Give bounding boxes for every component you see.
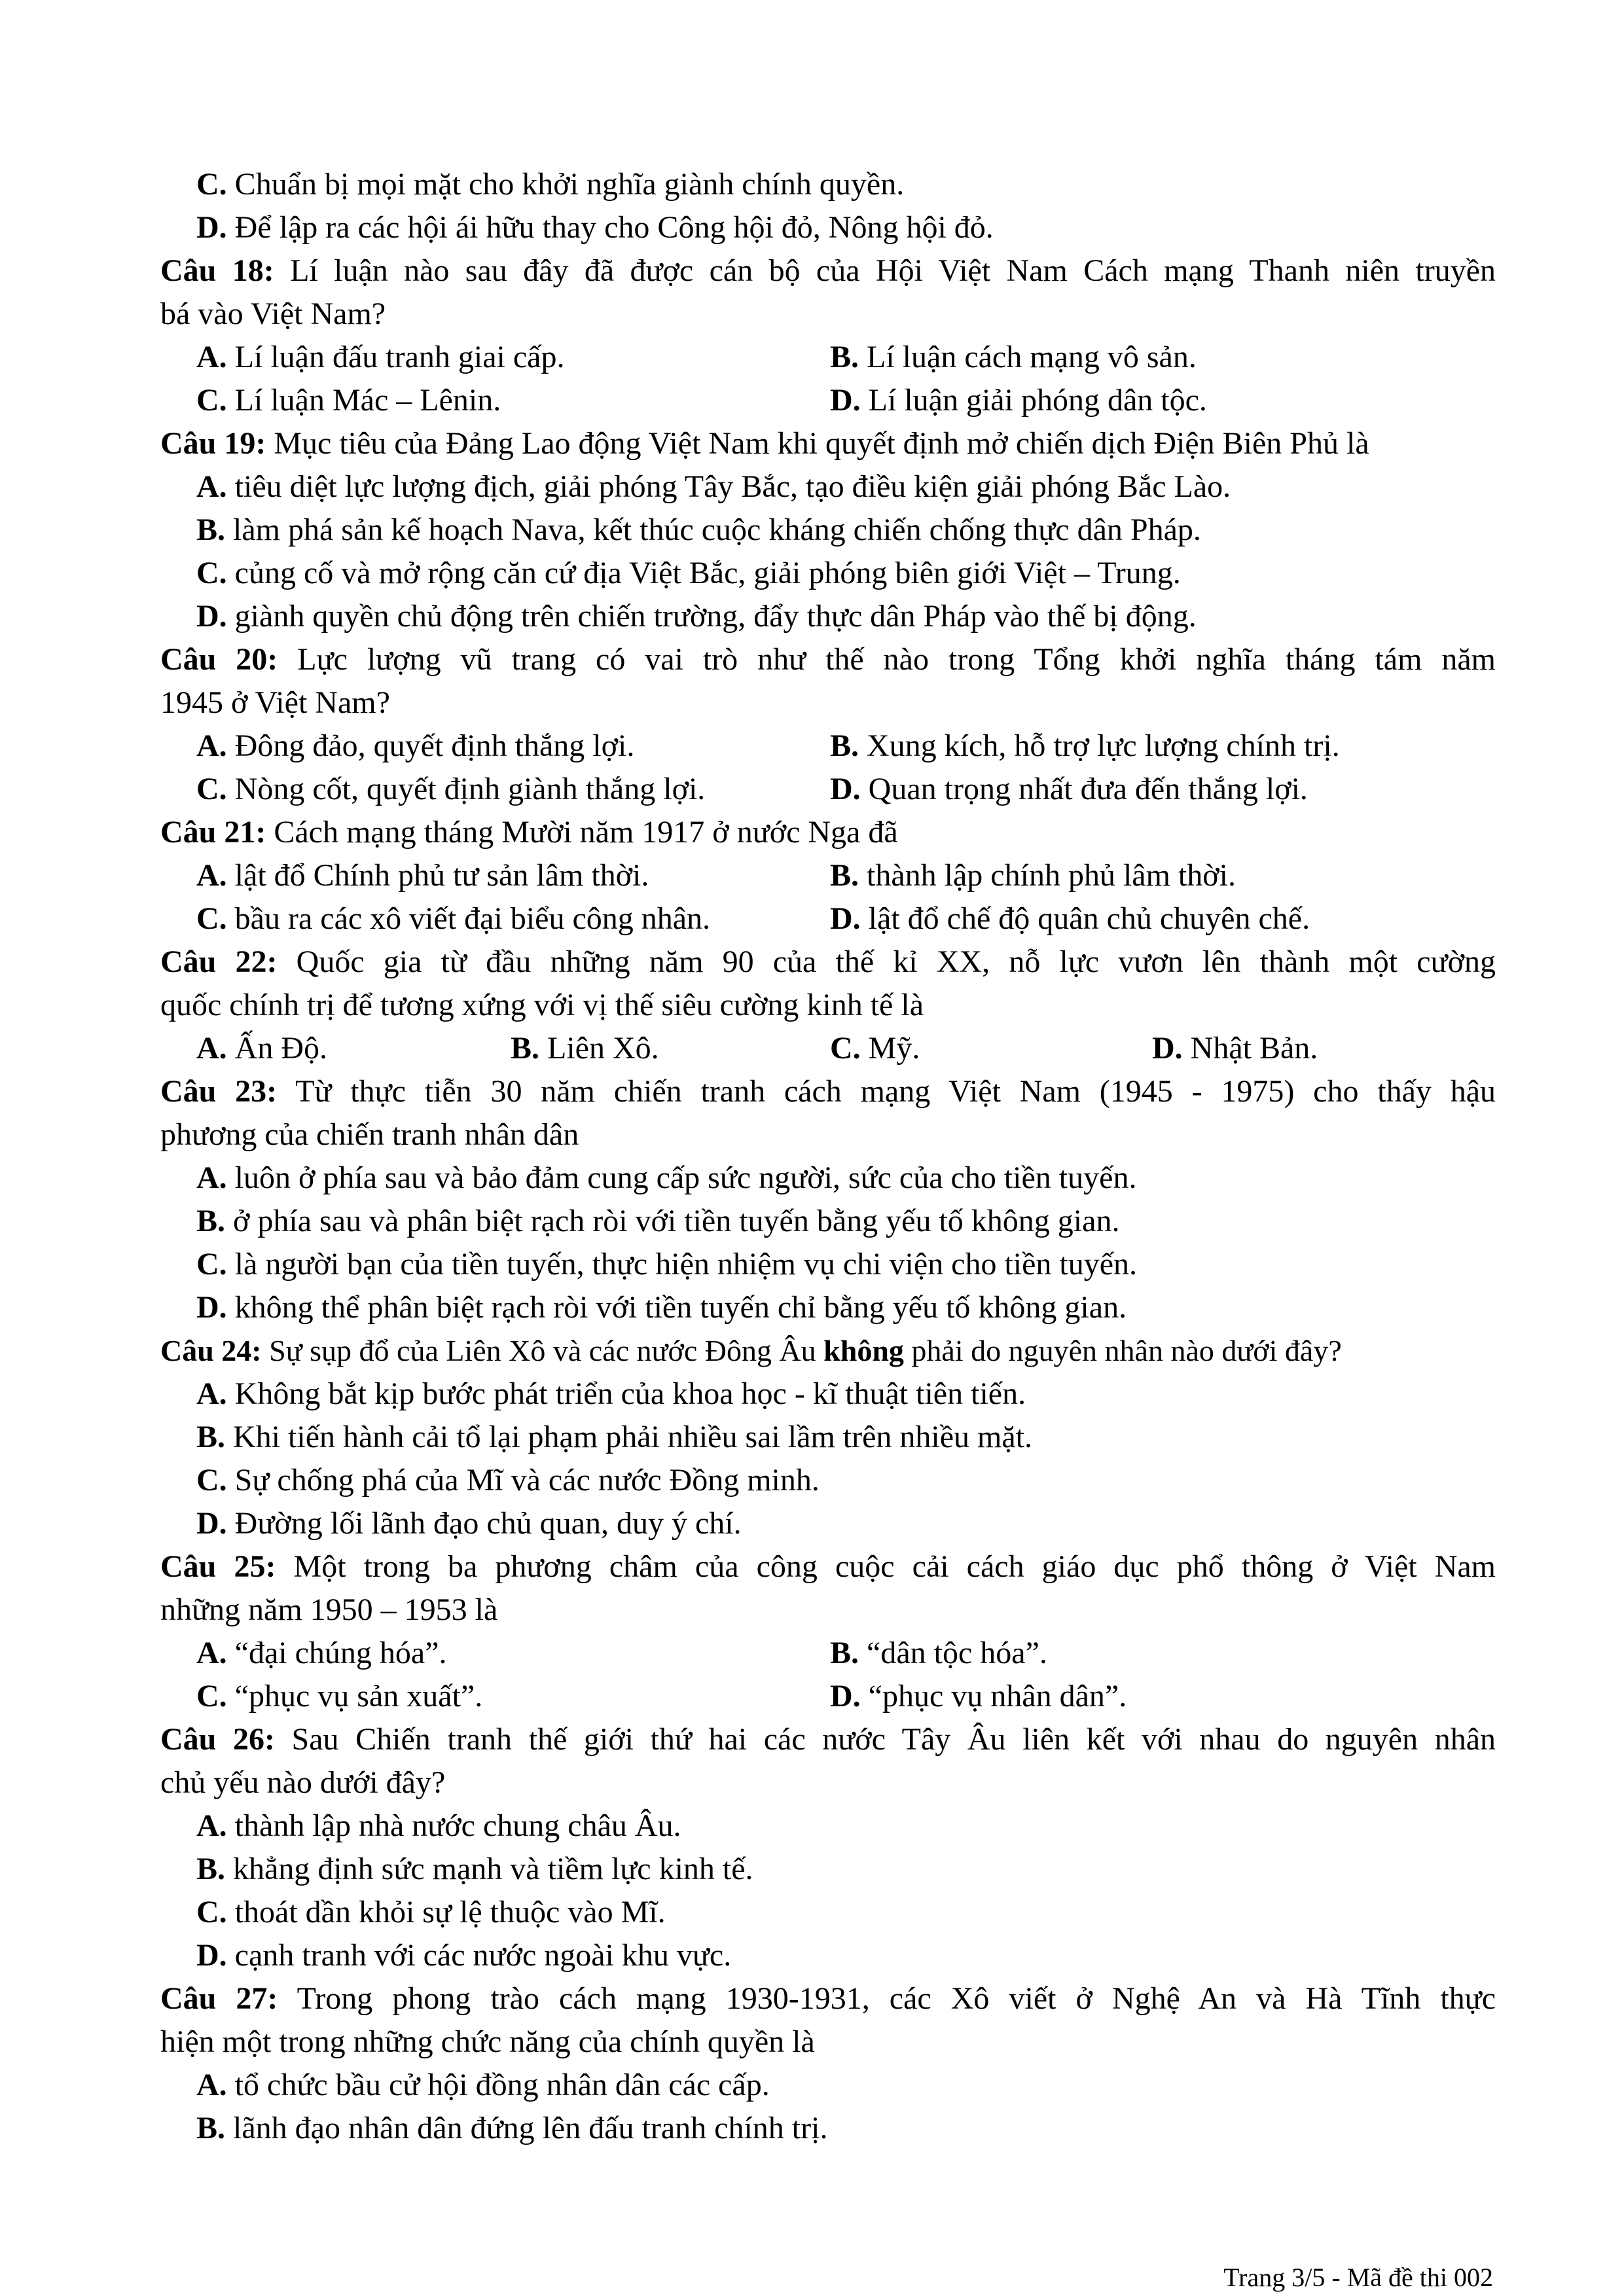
q22-option-a	[196, 1027, 511, 1070]
option-text: không thể phân biệt rạch ròi với tiền tuyến chỉ bằng yếu tố không gian.	[226, 1290, 1127, 1325]
q18-option-d	[830, 379, 1458, 422]
q26-option-d	[196, 1934, 1492, 1977]
page-footer: Trang 3/5 - Mã đề thi 002	[1223, 2263, 1493, 2292]
option-label: B.	[830, 858, 859, 893]
q27-option-a	[196, 2064, 1492, 2107]
question-text: Sau Chiến tranh thế giới thứ hai các nước Tây Âu liên kết với nhau do nguyên nhân	[274, 1722, 1496, 1757]
option-label: A.	[196, 1031, 227, 1066]
q19-option-d	[196, 595, 1492, 638]
question-number: Câu 23:	[160, 1074, 278, 1109]
option-label: A.	[196, 858, 227, 893]
option-text: cạnh tranh với các nước ngoài khu vực.	[226, 1938, 732, 1973]
option-text: lãnh đạo nhân dân đứng lên đấu tranh chính trị.	[225, 2111, 828, 2145]
question-number: Câu 27:	[160, 1981, 278, 2016]
question-text-end: phải do nguyên nhân nào dưới đây?	[903, 1334, 1342, 1367]
q17-option-d	[196, 206, 1492, 249]
option-label: B.	[196, 1420, 226, 1454]
option-text: tiêu diệt lực lượng địch, giải phóng Tây Bắc, tạo điều kiện giải phóng Bắc Lào.	[226, 469, 1231, 504]
q21-option-b	[830, 854, 1458, 897]
question-text: Trong phong trào cách mạng 1930-1931, các Xô viết ở Nghệ An và Hà Tĩnh thực	[278, 1981, 1496, 2016]
option-text: Nòng cốt, quyết định giành thắng lợi.	[226, 772, 706, 806]
option-label: D.	[196, 210, 227, 245]
question-26-cont	[160, 1761, 1456, 1804]
option-label: C.	[830, 1031, 861, 1066]
question-23	[160, 1070, 1496, 1113]
option-text: lật đổ Chính phủ tư sản lâm thời.	[226, 858, 649, 893]
question-27	[160, 1977, 1496, 2020]
q26-option-a	[196, 1804, 1492, 1848]
q19-option-a	[196, 465, 1492, 509]
option-text: “phục vụ nhân dân”.	[860, 1679, 1127, 1713]
option-text: Chuẩn bị mọi mặt cho khởi nghĩa giành chính quyền.	[226, 167, 905, 202]
option-text: Mỹ.	[860, 1031, 920, 1066]
question-25-cont	[160, 1588, 1456, 1632]
question-24	[160, 1329, 1496, 1372]
option-text: Lí luận cách mạng vô sản.	[859, 340, 1197, 374]
question-number: Câu 21:	[160, 815, 266, 850]
option-label: B.	[196, 2111, 226, 2145]
option-label: C.	[196, 1463, 227, 1498]
question-number: Câu 18:	[160, 253, 274, 288]
option-text: là người bạn của tiền tuyến, thực hiện nhiệm vụ chi viện cho tiền tuyến.	[226, 1247, 1138, 1282]
option-label: D.	[196, 1938, 227, 1973]
option-label: B.	[196, 512, 226, 547]
option-label: D.	[830, 772, 861, 806]
option-text: Để lập ra các hội ái hữu thay cho Công hội đỏ, Nông hội đỏ.	[226, 210, 994, 245]
question-22-cont	[160, 984, 1456, 1027]
question-21	[160, 811, 1456, 854]
q23-option-d	[196, 1286, 1492, 1329]
question-number: Câu 19:	[160, 426, 266, 461]
q18-option-a	[196, 336, 825, 379]
option-label: C.	[196, 772, 227, 806]
question-text: Từ thực tiễn 30 năm chiến tranh cách mạng Việt Nam (1945 - 1975) cho thấy hậu	[277, 1074, 1496, 1109]
q20-option-b	[830, 725, 1458, 768]
q20-option-c	[196, 768, 825, 811]
option-label: C.	[196, 1679, 227, 1713]
option-label: C.	[196, 383, 227, 418]
question-text: Cách mạng tháng Mười năm 1917 ở nước Nga đã	[266, 815, 898, 850]
question-text: Lực lượng vũ trang có vai trò như thế nào trong Tổng khởi nghĩa tháng tám năm	[278, 642, 1496, 677]
q25-option-d	[830, 1675, 1458, 1718]
option-text: bầu ra các xô viết đại biểu công nhân.	[226, 901, 711, 936]
question-text: phương của chiến tranh nhân dân	[160, 1117, 579, 1152]
option-label: A.	[196, 1376, 227, 1411]
question-number: Câu 20:	[160, 642, 278, 677]
question-18	[160, 249, 1496, 293]
question-27-cont	[160, 2020, 1456, 2064]
option-text: Lí luận giải phóng dân tộc.	[860, 383, 1207, 418]
q24-option-d	[196, 1502, 1492, 1545]
option-text: “đại chúng hóa”.	[226, 1636, 447, 1670]
option-label: A.	[196, 2068, 227, 2102]
q22-option-d	[1152, 1027, 1466, 1070]
option-label: B.	[196, 1204, 226, 1238]
q21-option-d	[830, 897, 1458, 941]
option-text: Khi tiến hành cải tổ lại phạm phải nhiều sai lầm trên nhiều mặt.	[225, 1420, 1033, 1454]
option-text: thành lập chính phủ lâm thời.	[859, 858, 1236, 893]
q25-option-a	[196, 1632, 825, 1675]
option-text: củng cố và mở rộng căn cứ địa Việt Bắc, giải phóng biên giới Việt – Trung.	[226, 556, 1181, 590]
option-label: B.	[196, 1852, 226, 1886]
question-text: Sự sụp đổ của Liên Xô và các nước Đông Âu	[261, 1334, 824, 1367]
emphasis-word: không	[823, 1334, 904, 1367]
question-text: Mục tiêu của Đảng Lao động Việt Nam khi quyết định mở chiến dịch Điện Biên Phủ là	[266, 426, 1369, 461]
q20-option-d	[830, 768, 1458, 811]
question-text: Một trong ba phương châm của công cuộc cải cách giáo dục phổ thông ở Việt Nam	[276, 1549, 1496, 1584]
option-text: “dân tộc hóa”.	[859, 1636, 1047, 1670]
question-20-cont	[160, 681, 1456, 725]
question-text: Quốc gia từ đầu những năm 90 của thế kỉ XX, nỗ lực vươn lên thành một cường	[277, 944, 1496, 979]
option-text: Xung kích, hỗ trợ lực lượng chính trị.	[859, 728, 1340, 763]
option-label: A.	[196, 1808, 227, 1843]
option-text: Quan trọng nhất đưa đến thắng lợi.	[860, 772, 1308, 806]
question-number: Câu 22:	[160, 944, 278, 979]
q24-option-b	[196, 1416, 1492, 1459]
option-label: B.	[511, 1031, 540, 1066]
question-text: hiện một trong những chức năng của chính quyền là	[160, 2024, 815, 2059]
question-20	[160, 638, 1496, 681]
option-label: C.	[196, 1247, 227, 1282]
option-text: “phục vụ sản xuất”.	[226, 1679, 483, 1713]
q24-option-c	[196, 1459, 1492, 1502]
q22-option-b	[511, 1027, 825, 1070]
option-text: Đường lối lãnh đạo chủ quan, duy ý chí.	[226, 1506, 742, 1541]
option-text: Lí luận đấu tranh giai cấp.	[226, 340, 565, 374]
option-label: A.	[196, 1160, 227, 1195]
q19-option-b	[196, 509, 1492, 552]
option-label: B.	[830, 340, 859, 374]
question-22	[160, 941, 1496, 984]
option-label: B.	[830, 728, 859, 763]
question-text: bá vào Việt Nam?	[160, 296, 386, 331]
q25-option-c	[196, 1675, 825, 1718]
q21-option-c	[196, 897, 825, 941]
option-text: Lí luận Mác – Lênin.	[226, 383, 501, 418]
q18-option-c	[196, 379, 825, 422]
option-label: C.	[196, 167, 227, 202]
option-label: A.	[196, 469, 227, 504]
option-label: A.	[196, 1636, 227, 1670]
option-text: luôn ở phía sau và bảo đảm cung cấp sức người, sức của cho tiền tuyến.	[226, 1160, 1137, 1195]
option-label: D.	[830, 1679, 861, 1713]
q17-option-c	[196, 163, 1492, 206]
question-19	[160, 422, 1496, 465]
option-label: A.	[196, 340, 227, 374]
question-text: Lí luận nào sau đây đã được cán bộ của Hội Việt Nam Cách mạng Thanh niên truyền	[274, 253, 1496, 288]
question-23-cont	[160, 1113, 1456, 1157]
option-label: C.	[196, 901, 227, 936]
q21-option-a	[196, 854, 825, 897]
question-text: chủ yếu nào dưới đây?	[160, 1765, 446, 1800]
option-text: Đông đảo, quyết định thắng lợi.	[226, 728, 635, 763]
option-label: A.	[196, 728, 227, 763]
option-text: lật đổ chế độ quân chủ chuyên chế.	[860, 901, 1310, 936]
q24-option-a	[196, 1372, 1492, 1416]
q20-option-a	[196, 725, 825, 768]
option-label: C.	[196, 556, 227, 590]
q22-option-c	[830, 1027, 1144, 1070]
option-label: C.	[196, 1895, 227, 1929]
question-26	[160, 1718, 1496, 1761]
q26-option-b	[196, 1848, 1492, 1891]
question-number: Câu 24:	[160, 1334, 262, 1367]
option-text: làm phá sản kế hoạch Nava, kết thúc cuộc kháng chiến chống thực dân Pháp.	[225, 512, 1201, 547]
option-label: D.	[196, 1506, 227, 1541]
option-text: tổ chức bầu cử hội đồng nhân dân các cấp.	[226, 2068, 770, 2102]
question-number: Câu 26:	[160, 1722, 275, 1757]
question-text: quốc chính trị để tương xứng với vị thế siêu cường kinh tế là	[160, 988, 924, 1022]
option-text: thoát dần khỏi sự lệ thuộc vào Mĩ.	[226, 1895, 666, 1929]
option-label: D.	[830, 901, 861, 936]
option-text: thành lập nhà nước chung châu Âu.	[226, 1808, 681, 1843]
option-text: khẳng định sức mạnh và tiềm lực kinh tế.	[225, 1852, 753, 1886]
q25-option-b	[830, 1632, 1458, 1675]
option-label: D.	[196, 1290, 227, 1325]
option-text: Không bắt kịp bước phát triển của khoa học - kĩ thuật tiên tiến.	[226, 1376, 1026, 1411]
option-label: D.	[1152, 1031, 1183, 1066]
q23-option-b	[196, 1200, 1492, 1243]
option-label: D.	[196, 599, 227, 634]
q19-option-c	[196, 552, 1492, 595]
q26-option-c	[196, 1891, 1492, 1934]
option-text: Sự chống phá của Mĩ và các nước Đồng minh.	[226, 1463, 820, 1498]
option-label: B.	[830, 1636, 859, 1670]
option-text: ở phía sau và phân biệt rạch ròi với tiền tuyến bằng yếu tố không gian.	[225, 1204, 1120, 1238]
question-number: Câu 25:	[160, 1549, 276, 1584]
option-text: Liên Xô.	[539, 1031, 659, 1066]
question-text: 1945 ở Việt Nam?	[160, 685, 390, 720]
question-25	[160, 1545, 1496, 1588]
option-text: Ấn Độ.	[226, 1031, 327, 1066]
question-18-cont	[160, 293, 1456, 336]
q23-option-c	[196, 1243, 1492, 1286]
question-text: những năm 1950 – 1953 là	[160, 1592, 498, 1627]
option-text: Nhật Bản.	[1182, 1031, 1318, 1066]
q23-option-a	[196, 1157, 1492, 1200]
q27-option-b	[196, 2107, 1492, 2150]
q18-option-b	[830, 336, 1458, 379]
option-label: D.	[830, 383, 861, 418]
option-text: giành quyền chủ động trên chiến trường, đẩy thực dân Pháp vào thế bị động.	[226, 599, 1197, 634]
